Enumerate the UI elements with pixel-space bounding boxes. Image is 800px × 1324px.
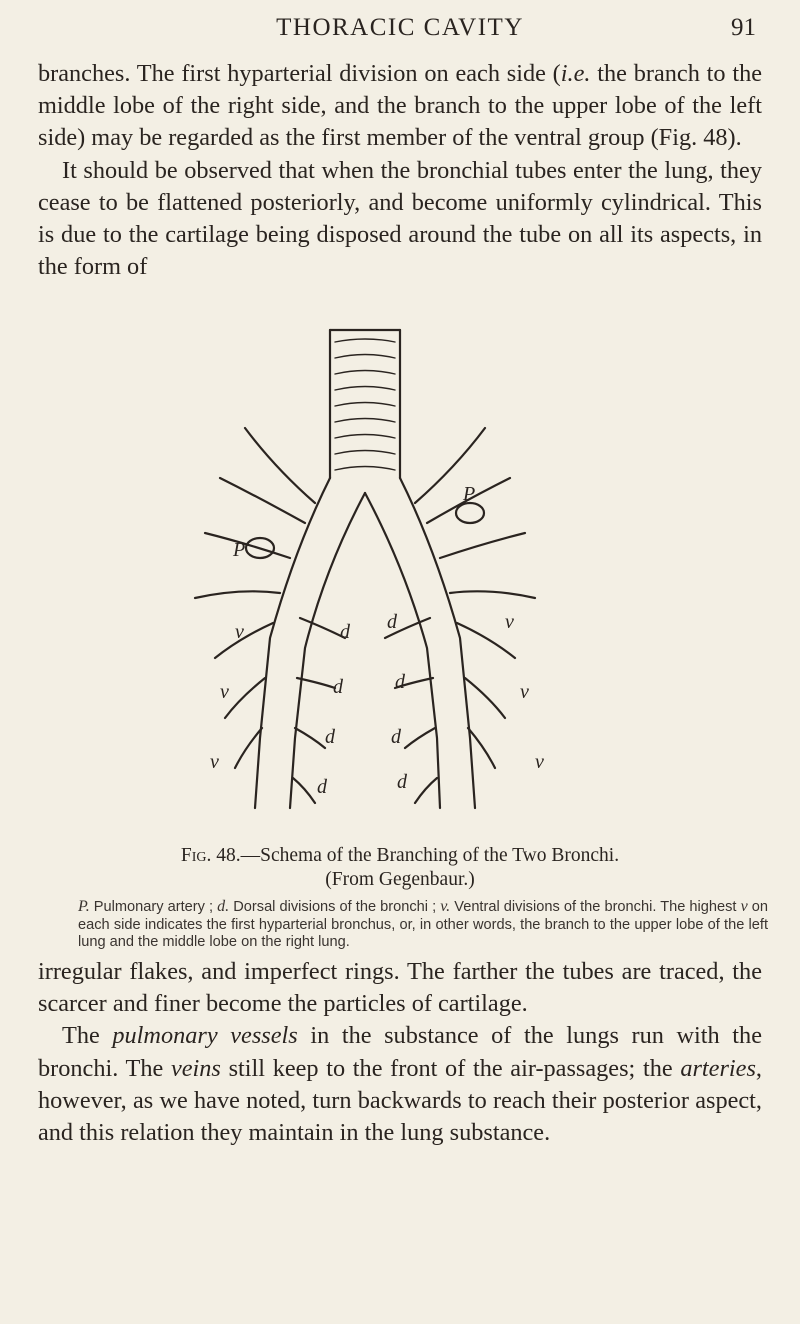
italic-run: i.e. — [560, 60, 591, 87]
label-v-1: v — [235, 621, 244, 643]
label-d-4: d — [317, 776, 327, 798]
legend-text-v2: on each side indicates the first hyparterial bronchus, or, in other words, the branch to the upper lobe of the left lung and the middle lobe on the right lung. — [78, 899, 768, 951]
label-d-7: d — [391, 726, 401, 748]
figure-source: (From Gegenbaur.) — [325, 869, 475, 890]
label-v-2: v — [220, 681, 229, 703]
text-run: the branch to the middle lobe of the right side, and the branch to the upper lobe of the left side) may be regarded as the first member of the ventral group (Fig. 48). — [38, 60, 762, 152]
bronchi-schema-figure — [165, 318, 635, 843]
trachea-wall — [330, 330, 400, 478]
label-v-3: v — [210, 751, 219, 773]
running-title: THORACIC CAVITY — [276, 14, 524, 41]
right-artery-cross-section — [456, 503, 484, 523]
label-d-1: d — [340, 621, 350, 643]
figure-label: Fig. — [180, 845, 212, 866]
italic-run: pulmonary vessels — [112, 1022, 298, 1050]
label-p-right: P — [463, 483, 476, 505]
running-head — [0, 14, 800, 50]
text-run: , however, as we have noted, turn backwards to reach their posterior aspect, and this relation they maintain in the lung substance. — [38, 1054, 762, 1147]
text-run: irregular flakes, and imperfect rings. The farther the tubes are traced, the scarcer and finer become the particles of cartilage. — [38, 958, 762, 1018]
text-run: The — [62, 1022, 113, 1050]
text-run: in the substance of the lungs run with the bronchi. The — [38, 1022, 762, 1082]
italic-run: arteries — [680, 1054, 756, 1082]
paragraph-bottom — [38, 956, 762, 1149]
legend-key-p: P. — [78, 898, 90, 915]
figure-caption-main: 48.—Schema of the Branching of the Two Bronchi. — [211, 845, 620, 866]
right-dorsal-branches — [385, 618, 437, 803]
label-d-5: d — [387, 611, 397, 633]
page-number: 91 — [731, 14, 756, 41]
legend-key-v2: v — [740, 898, 748, 915]
label-v-6: v — [535, 751, 544, 773]
right-ventral-branches — [415, 428, 535, 768]
figure-caption — [0, 844, 800, 892]
legend-key-v: v. — [440, 898, 451, 915]
paragraph-top — [38, 58, 762, 283]
legend-text-v: Ventral divisions of the bronchi. The highest — [450, 899, 741, 915]
legend-text-d: Dorsal divisions of the bronchi ; — [229, 899, 441, 915]
legend-text-p: Pulmonary artery ; — [89, 899, 218, 915]
label-v-4: v — [505, 611, 514, 633]
legend-key-d: d. — [217, 898, 230, 915]
italic-run: veins — [170, 1054, 221, 1082]
text-run: still keep to the front of the air-passages; the — [220, 1054, 681, 1082]
figure-legend — [78, 898, 768, 952]
bronchi-diagram — [165, 318, 635, 843]
label-d-2: d — [333, 676, 343, 698]
text-run: branches. The first hyparterial division on each side ( — [38, 60, 561, 87]
label-d-8: d — [397, 771, 407, 793]
label-d-3: d — [325, 726, 335, 748]
label-p-left: P — [233, 539, 246, 561]
label-v-5: v — [520, 681, 529, 703]
trachea-rings — [335, 339, 395, 470]
text-run: It should be observed that when the bronchial tubes enter the lung, they cease to be flattened posteriorly, and become uniformly cylindrical. This is due to the cartilage being disposed around the tube on all its aspects, in the form of — [38, 156, 762, 281]
label-d-6: d — [395, 671, 405, 693]
